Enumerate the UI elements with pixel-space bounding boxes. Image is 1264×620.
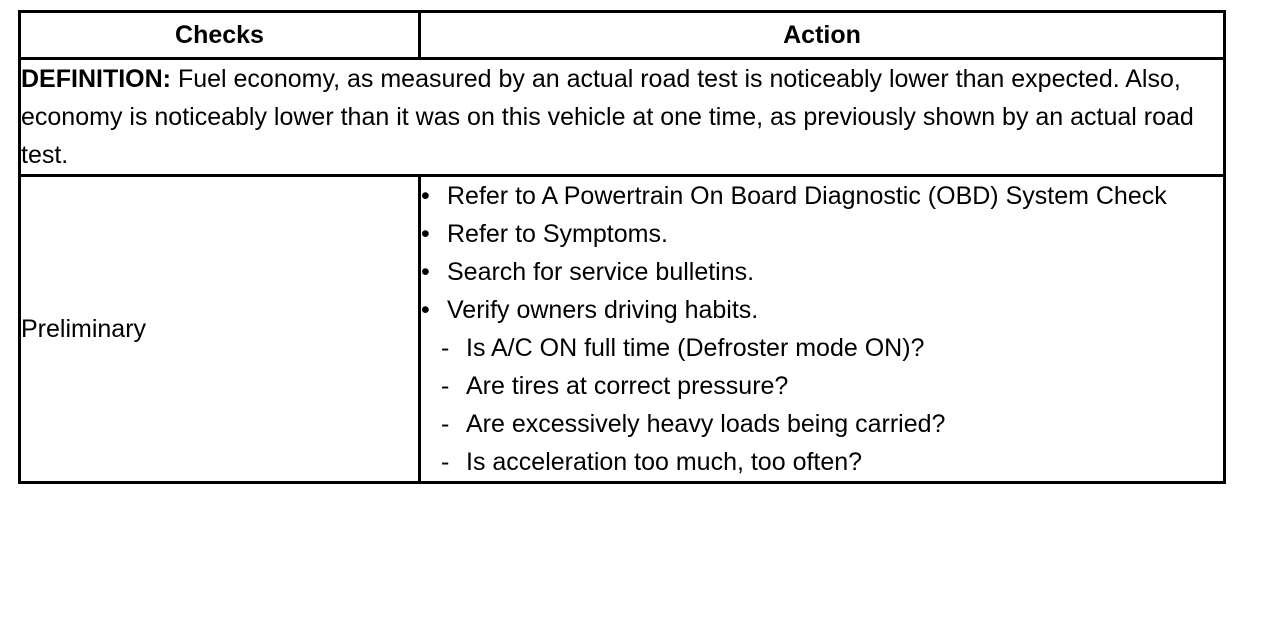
bullet-icon: • <box>421 258 430 286</box>
definition-label: DEFINITION: <box>21 65 171 93</box>
action-column-header: Action <box>420 12 1225 59</box>
dash-icon: - <box>441 410 450 438</box>
diagnostic-table <box>18 10 1226 484</box>
definition-cell <box>20 59 1225 176</box>
dash-icon: - <box>441 372 450 400</box>
bullet-icon: • <box>421 182 430 210</box>
bullet-text: Refer to A Powertrain On Board Diagnostic (OBD) System Check <box>447 182 1167 210</box>
check-cell-preliminary: Preliminary <box>20 176 420 483</box>
bullet-icon: • <box>421 220 430 248</box>
sub-item-text: Are excessively heavy loads being carried? <box>466 410 946 438</box>
action-bullet <box>421 253 1223 291</box>
table-row <box>20 176 1225 483</box>
action-cell-preliminary <box>420 176 1225 483</box>
definition-text: Fuel economy, as measured by an actual road test is noticeably lower than expected. Also, economy is noticeably lower than it was on this vehicle at one time, as previously shown by an actual road test. <box>21 65 1194 169</box>
sub-item-text: Are tires at correct pressure? <box>466 372 789 400</box>
bullet-text: Search for service bulletins. <box>447 258 755 286</box>
definition-row <box>20 59 1225 176</box>
bullet-text: Refer to Symptoms. <box>447 220 668 248</box>
action-sub-item <box>421 443 1223 481</box>
action-bullet <box>421 177 1223 215</box>
action-sub-item <box>421 405 1223 443</box>
sub-item-text: Is A/C ON full time (Defroster mode ON)? <box>466 334 925 362</box>
bullet-text: Verify owners driving habits. <box>447 296 759 324</box>
dash-icon: - <box>441 448 450 476</box>
action-bullet <box>421 291 1223 329</box>
sub-item-text: Is acceleration too much, too often? <box>466 448 863 476</box>
action-sub-item <box>421 329 1223 367</box>
bullet-icon: • <box>421 296 430 324</box>
header-row <box>20 12 1225 59</box>
action-sub-item <box>421 367 1223 405</box>
action-bullet <box>421 215 1223 253</box>
dash-icon: - <box>441 334 450 362</box>
checks-column-header: Checks <box>20 12 420 59</box>
diagnostic-table-container <box>18 10 1223 484</box>
